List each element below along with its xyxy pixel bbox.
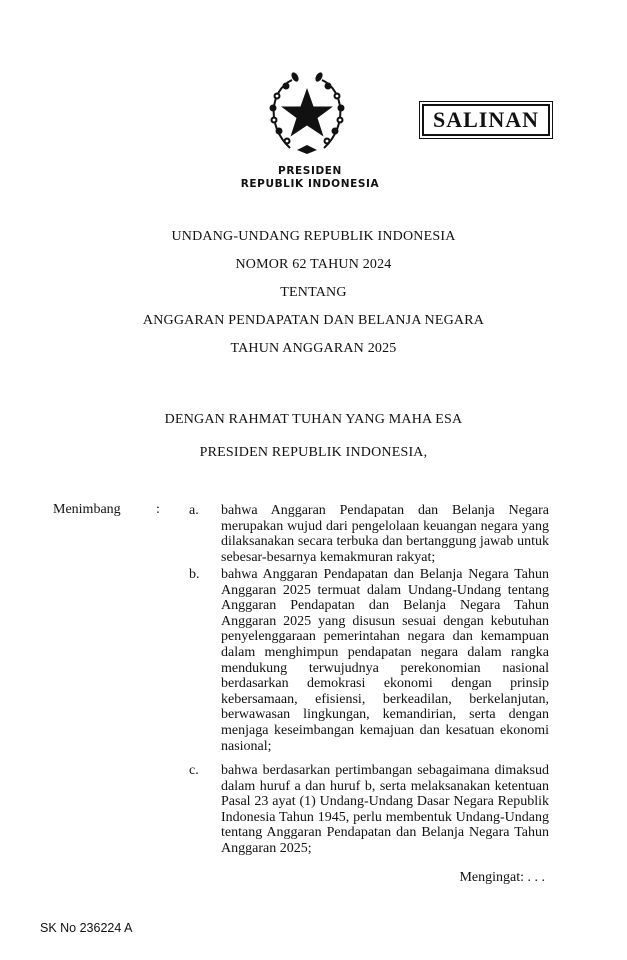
considering-label: Menimbang [53, 502, 121, 517]
considering-item-a: bahwa Anggaran Pendapatan dan Belanja Negara merupakan wujud dari pengelolaan keuangan negara yang dilaksanakan secara terbuka dan bertanggung jawab untuk sebesar-besarnya kemakmuran rakyat; [221, 503, 549, 565]
law-subject: ANGGARAN PENDAPATAN DAN BELANJA NEGARA [142, 313, 485, 328]
law-number: NOMOR 62 TAHUN 2024 [235, 257, 392, 272]
office-title-line2: REPUBLIK INDONESIA [240, 178, 380, 190]
office-title-line1: PRESIDEN [278, 165, 342, 177]
item-letter-c: c. [189, 763, 199, 778]
considering-item-c: bahwa berdasarkan pertimbangan sebagaimana dimaksud dalam huruf a dan huruf b, serta melaksanakan ketentuan Pasal 23 ayat (1) Undang-Undang Dasar Negara Republik Indonesia Tahun 1945, perlu membentuk Undang-Undang tentang Anggaran Pendapatan dan Belanja Negara Tahun Anggaran 2025; [221, 763, 549, 856]
preamble-invocation: DENGAN RAHMAT TUHAN YANG MAHA ESA [164, 412, 463, 427]
item-letter-b: b. [189, 567, 200, 582]
law-about-label: TENTANG [280, 285, 347, 300]
law-title: UNDANG-UNDANG REPUBLIK INDONESIA [171, 229, 456, 244]
continuation-mengingat: Mengingat: . . . [459, 870, 545, 885]
presidential-emblem-icon [262, 68, 352, 158]
item-letter-a: a. [189, 503, 199, 518]
considering-item-b: bahwa Anggaran Pendapatan dan Belanja Negara Tahun Anggaran 2025 termuat dalam Undang-Undang tentang Anggaran Pendapatan dan Belanja Negara Tahun Anggaran 2025 yang disusun sesuai dengan kebutuhan penyelenggaraan pemerintahan negara dan kemampuan dalam menghimpun pendapatan negara dalam rangka mendukung terwujudnya perekonomian nasional berdasarkan demokrasi ekonomi dengan prinsip kebersamaan, efisiensi, berkeadilan, berkelanjutan, berwawasan lingkungan, kemandirian, serta dengan menjaga keseimbangan kemajuan dan kesatuan ekonomi nasional; [221, 567, 549, 754]
law-fiscal-year: TAHUN ANGGARAN 2025 [230, 341, 397, 356]
preamble-president: PRESIDEN REPUBLIK INDONESIA, [199, 445, 428, 460]
considering-colon: : [156, 502, 160, 517]
document-serial-number: SK No 236224 A [40, 921, 133, 935]
salinan-stamp: SALINAN [422, 104, 550, 136]
